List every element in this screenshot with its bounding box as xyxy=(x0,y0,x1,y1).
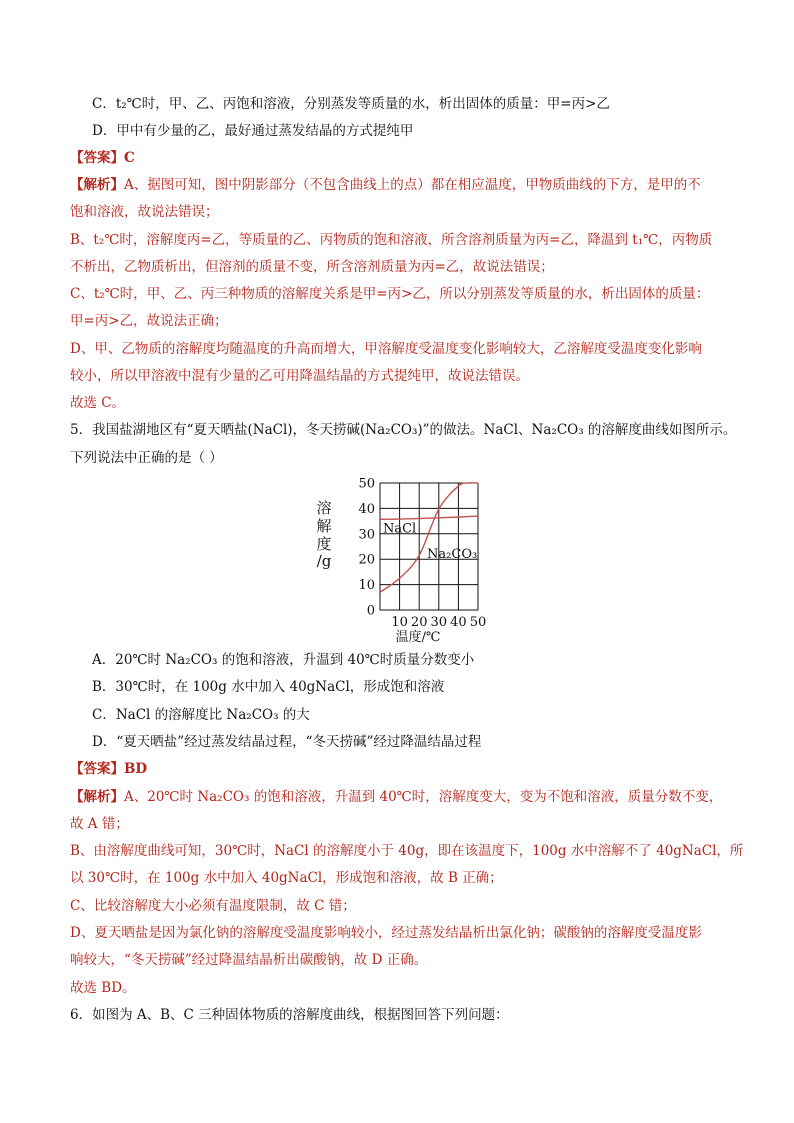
q4-analysis-line xyxy=(70,176,701,194)
q4-conclusion: 故选 C。 xyxy=(70,395,126,411)
y-axis-label xyxy=(316,499,331,570)
answer-label: 【答案】 xyxy=(70,761,124,777)
answer-label: 【答案】 xyxy=(70,150,124,166)
y-axis-label-char: 溶 xyxy=(316,499,332,517)
x-tick-label: 10 xyxy=(391,615,408,630)
q5-option-b: B．30℃时，在 100g 水中加入 40gNaCl，形成饱和溶液 xyxy=(92,679,445,695)
q5-stem-line1: 5．我国盐湖地区有“夏天晒盐(NaCl)，冬天捞碱(Na₂CO₃)”的做法。NaCl、Na₂CO₃ 的溶解度曲线如图所示。 xyxy=(70,422,737,438)
solubility-chart xyxy=(308,475,498,645)
q5-option-a: A．20℃时 Na₂CO₃ 的饱和溶液，升温到 40℃时质量分数变小 xyxy=(92,652,475,668)
y-axis-label-char: 解 xyxy=(316,517,332,535)
x-tick-label: 40 xyxy=(450,615,467,630)
answer-value: C xyxy=(124,150,135,166)
x-tick-label: 20 xyxy=(410,615,428,630)
q6-stem: 6．如图为 A、B、C 三种固体物质的溶解度曲线，根据图回答下列问题： xyxy=(70,1007,509,1023)
q4-analysis-line: 不析出，乙物质析出，但溶剂的质量不变，所含溶剂质量为丙=乙，故说法错误； xyxy=(70,259,554,275)
q5-stem-line2: 下列说法中正确的是（ ） xyxy=(70,450,223,466)
y-tick-label: 40 xyxy=(358,501,375,517)
q5-analysis-line: 故 A 错； xyxy=(70,816,129,832)
q5-analysis-line: C、比较溶解度大小必须有温度限制，故 C 错； xyxy=(70,898,356,914)
q4-analysis-line: C、t₂℃时，甲、乙、丙三种物质的溶解度关系是甲=丙>乙，所以分别蒸发等质量的水，析出固体的质量： xyxy=(70,286,710,302)
q5-analysis-line xyxy=(70,788,722,806)
q5-answer xyxy=(70,760,147,778)
q5-analysis-line: 响较大，“冬天捞碱”经过降温结晶析出碳酸钠，故 D 正确。 xyxy=(70,952,428,968)
y-axis-label-char: /g xyxy=(316,552,332,570)
analysis-text: A、20℃时 Na₂CO₃ 的饱和溶液，升温到 40℃时，溶解度变大，变为不饱和溶液，质量分数不变， xyxy=(124,789,723,805)
q4-analysis-line: 甲=丙>乙，故说法正确； xyxy=(70,313,228,329)
q4-answer xyxy=(70,149,135,167)
q5-option-d: D．“夏天晒盐”经过蒸发结晶过程，“冬天捞碱”经过降温结晶过程 xyxy=(92,734,482,750)
analysis-text: A、据图可知，图中阴影部分（不包含曲线上的点）都在相应温度，甲物质曲线的下方，是甲的不 xyxy=(124,177,701,193)
q4-analysis-line: 饱和溶液，故说法错误； xyxy=(70,204,219,220)
y-tick-label: 10 xyxy=(358,578,375,594)
series-label-na2co3: Na₂CO₃ xyxy=(427,546,478,562)
q4-analysis-line: D、甲、乙物质的溶解度均随温度的升高而增大，甲溶解度受温度变化影响较大，乙溶解度受温度变化影响 xyxy=(70,341,702,357)
q5-conclusion: 故选 BD。 xyxy=(70,980,136,996)
series-line-na2co3 xyxy=(380,483,478,592)
q5-analysis-line: B、由溶解度曲线可知，30℃时，NaCl 的溶解度小于 40g，即在该温度下，100g 水中溶解不了 40gNaCl，所 xyxy=(70,843,744,859)
q4-analysis-line: B、t₂℃时，溶解度丙=乙，等质量的乙、丙物质的饱和溶液，所含溶剂质量为丙=乙，降温到 t₁℃，丙物质 xyxy=(70,232,713,248)
analysis-label: 【解析】 xyxy=(70,789,124,805)
analysis-label: 【解析】 xyxy=(70,177,124,193)
solubility-chart-svg xyxy=(308,475,498,645)
series-label-nacl: NaCl xyxy=(382,521,417,537)
q4-option-d: D．甲中有少量的乙，最好通过蒸发结晶的方式提纯甲 xyxy=(92,123,414,139)
x-tick-label: 50 xyxy=(469,615,487,630)
y-tick-label: 30 xyxy=(358,527,375,543)
answer-value: BD xyxy=(124,761,148,777)
series-line-nacl xyxy=(380,516,478,519)
q4-option-c: C．t₂℃时，甲、乙、丙饱和溶液，分别蒸发等质量的水，析出固体的质量：甲=丙>乙 xyxy=(92,96,610,112)
q5-option-c: C．NaCl 的溶解度比 Na₂CO₃ 的大 xyxy=(92,707,310,723)
q4-analysis-line: 较小，所以甲溶液中混有少量的乙可用降温结晶的方式提纯甲，故说法错误。 xyxy=(70,368,529,384)
q5-analysis-line: D、夏天晒盐是因为氯化钠的溶解度受温度影响较小，经过蒸发结晶析出氯化钠；碳酸钠的溶解度受温度影 xyxy=(70,925,702,941)
y-tick-label: 0 xyxy=(366,603,375,619)
chart-series xyxy=(380,483,478,592)
y-tick-label: 20 xyxy=(358,552,375,568)
x-axis-label: 温度/℃ xyxy=(395,630,441,645)
x-tick-label: 30 xyxy=(430,615,448,630)
q5-analysis-line: 以 30℃时，在 100g 水中加入 40gNaCl，形成饱和溶液，故 B 正确； xyxy=(70,870,503,886)
y-tick-label: 50 xyxy=(358,476,375,492)
y-axis-label-char: 度 xyxy=(316,535,332,553)
